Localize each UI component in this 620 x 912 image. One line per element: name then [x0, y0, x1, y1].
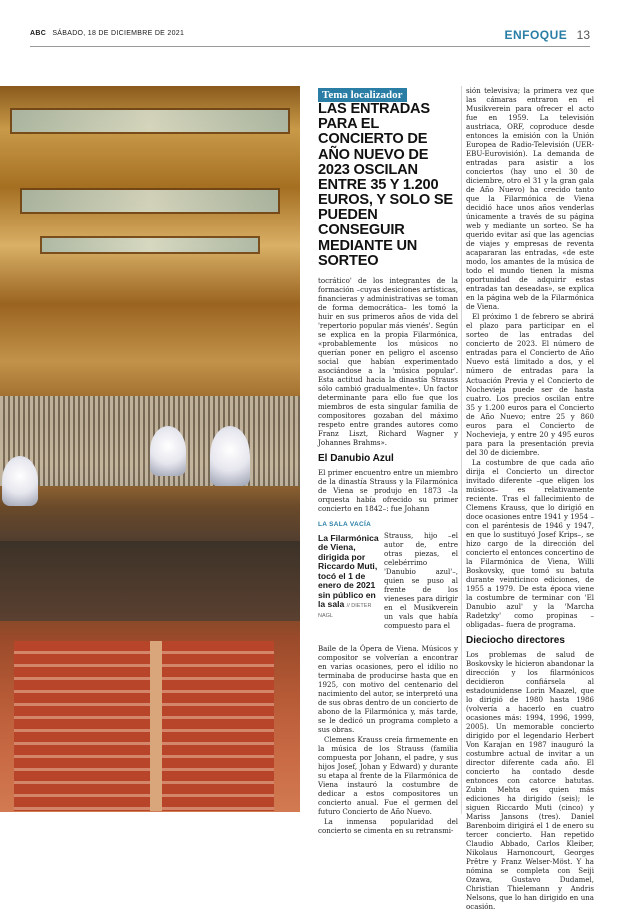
subhead-directores: Dieciocho directores	[466, 634, 565, 646]
chandelier	[150, 426, 186, 476]
caption-body: La Filarmónica de Viena, dirigida por Riccardo Muti, tocó el 1 de enero de 2021 sin público en la sala	[318, 533, 379, 610]
page-number: 13	[576, 28, 590, 42]
subhead-danubio: El Danubio Azul	[318, 453, 394, 465]
brand-logo: ABC	[30, 30, 47, 37]
article-kicker: Tema localizador	[318, 88, 407, 102]
ceiling-panel	[10, 108, 290, 134]
section-name: ENFOQUE	[504, 28, 568, 42]
body-paragraph: Strauss, hijo –el autor de, entre otras piezas, el celebérrimo 'Danubio azul'–, quien se puso al frente de los vieneses para dirigir en el Musikverein un vals que había compuesto para el	[384, 531, 458, 631]
chandelier	[2, 456, 38, 506]
body-paragraph: Los problemas de salud de Boskovsky le hicieron abandonar la dirección y los filarmónicos decidieron confiársela al estadounidense Lorin Maazel, que lo dirigió de 1980 hasta 1986 (volvería a hacerlo en cuatro ocasiones más: 1994, 1996, 1999, 2005). Un memorable concierto dirigido por el legendario Herbert Von Karajan en 1987 inauguró la costumbre actual de invitar a un director diferente cada año. El concierto ha contado desde entonces con catorce batutas. Zubin Mehta es quien más ediciones ha dirigido (seis); le siguen Riccardo Muti (cinco) y Mariss Jansons (tres). Daniel Barenboim dirigirá el 1 de enero su tercer concierto. Han repetido Claudio Abbado, Carlos Kleiber, Nikolaus Harnoncourt, Georges Prêtre y Franz Welser-Möst. Y ha nómina se completa con Seiji Ozawa, Gustavo Dudamel, Christian Thielemann y Andris Nelsons, que lo han dirigido en una ocasión.	[466, 649, 594, 912]
ceiling-panel	[20, 188, 280, 214]
article-headline: LAS ENTRADAS PARA EL CONCIERTO DE AÑO NUEVO DE 2023 OSCILAN ENTRE 35 Y 1.200 EUROS, Y SOLO SE PUEDEN CONSEGUIR MEDIANTE UN SORTEO	[318, 101, 453, 269]
body-column-middle-bottom	[318, 644, 458, 836]
orchestra-stage	[0, 541, 300, 621]
organ-pipes	[0, 396, 300, 486]
page-header-right	[504, 28, 590, 42]
chandelier	[210, 426, 250, 486]
center-aisle	[150, 641, 162, 811]
body-paragraph: Clemens Krauss creía firmemente en la música de los Strauss (familia compuesta por Johann, el padre, y sus hijos Josef, Johan y Edward) y durante su etapa al frente de la Filarmónica de Viena instauró la costumbre de dedicar a estos compositores un concierto anual. Fue el germen del futuro Concierto de Año Nuevo.	[318, 735, 458, 817]
body-paragraph: La inmensa popularidad del concierto se cimenta en su retransmi-	[318, 817, 458, 836]
body-column-middle-narrow	[384, 531, 458, 631]
body-paragraph: tocrático' de los integrantes de la formación –cuyas desiciones artísticas, financieras y administrativas se toman de forma democrática– les tomó la huir en sus primeros años de vida del 'repertorio popular más vienés'. Según se explica en la propia Filarmónica, «probablemente los músicos no querían poner en peligro el ascenso social que habían experimentado asociándose a la 'música popular'. Esta actitud hacia la dinastía Strauss sólo cambió gradualmente». Un factor determinante para ello fue que los miembros de esta singular familia de compositores gozaban del máximo respeto entre grandes autores como Franz Liszt, Richard Wagner y Johannes Brahms».	[318, 276, 458, 448]
body-paragraph: La costumbre de que cada año dirija el Concierto un director invitado diferente –que eligen los músicos– es relativamente reciente. Tras el fallecimiento de Clemens Krauss, que lo dirigió en doce ocasiones entre 1941 y 1954 –con el paréntesis de 1946 y 1947, en que lo sustituyó Josef Krips–, se hizo cargo de la dirección del concierto el entonces concertino de la Filarmónica de Viena, Willi Boskovsky, que tomó su batuta durante veinticinco ediciones, de 1955 a 1979. De esta época viene la costumbre de terminar con 'El Danubio azul' y la 'Marcha Radetzky' como propinas –obligadas– fuera de programa.	[466, 457, 594, 629]
body-paragraph: sión televisiva; la primera vez que las cámaras entraron en el Musikverein para ofrecer el acto fue en 1959. La televisión austriaca, ORF, coproduce desde entonces la emisión con la Unión Europea de Radio-Televisión (UER-EBU-Eurovisión). La demanda de entradas para asistir a los conciertos (hay uno el 30 de diciembre, otro el 31 y la gran gala de Año Nuevo) ha crecido tanto que la Filarmónica de Viena decidió hace unos años venderlas únicamente a través de su página web y mediante un sorteo. Se ha querido evitar así que las agencias de viajes y empresas de reventa acapararan las entradas, «de este modo, los amantes de la música de todo el mundo tienen la misma oportunidad de adquirir estas entradas tan deseadas», se explica en la página web de la Filarmónica de Viena.	[466, 86, 594, 312]
photo-credit: // DIETER NAGL	[318, 603, 372, 619]
body-paragraph: El primer encuentro entre un miembro de la dinastía Strauss y la Filarmónica de Viena se produjo en 1873 –la orquesta había ofrecido su primer concierto en 1842–: fue Johann	[318, 468, 458, 514]
column-divider	[461, 86, 462, 814]
body-column-middle	[318, 276, 458, 514]
empty-seats	[14, 641, 274, 811]
ceiling-panel	[40, 236, 260, 254]
caption-tag: LA SALA VACÍA	[318, 521, 372, 528]
concert-hall-photo	[0, 86, 300, 812]
body-paragraph: Baile de la Ópera de Viena. Músicos y compositor se volverían a encontrar en varias ocasiones, pero el idilio no terminaba de producirse hasta que en 1925, con motivo del centenario del nacimiento del autor, se interpretó una de sus obras dentro de un concierto de abono de la Filarmónica y, más tarde, se le dedicó un programa completo a sus obras.	[318, 644, 458, 735]
page-header-left	[30, 30, 184, 37]
issue-date: SÁBADO, 18 DE DICIEMBRE DE 2021	[52, 30, 185, 37]
caption-text	[318, 534, 380, 619]
body-column-right	[466, 86, 594, 912]
body-paragraph: El próximo 1 de febrero se abrirá el plazo para participar en el sorteo de las entradas del concierto de 2023. El número de entradas para el Concierto de Año Nuevo está limitado a dos, y el número de entradas para la Actuación Previa y el Concierto de Nochevieja puede ser de hasta cuatro. Los precios oscilan entre 35 y 1.200 euros para el Concierto de Año Nuevo; entre 25 y 860 euros para el Concierto de Nochevieja, y entre 20 y 495 euros para para la presentación previa del 30 de diciembre.	[466, 312, 594, 457]
photo-caption	[318, 521, 380, 619]
header-divider	[30, 46, 590, 47]
